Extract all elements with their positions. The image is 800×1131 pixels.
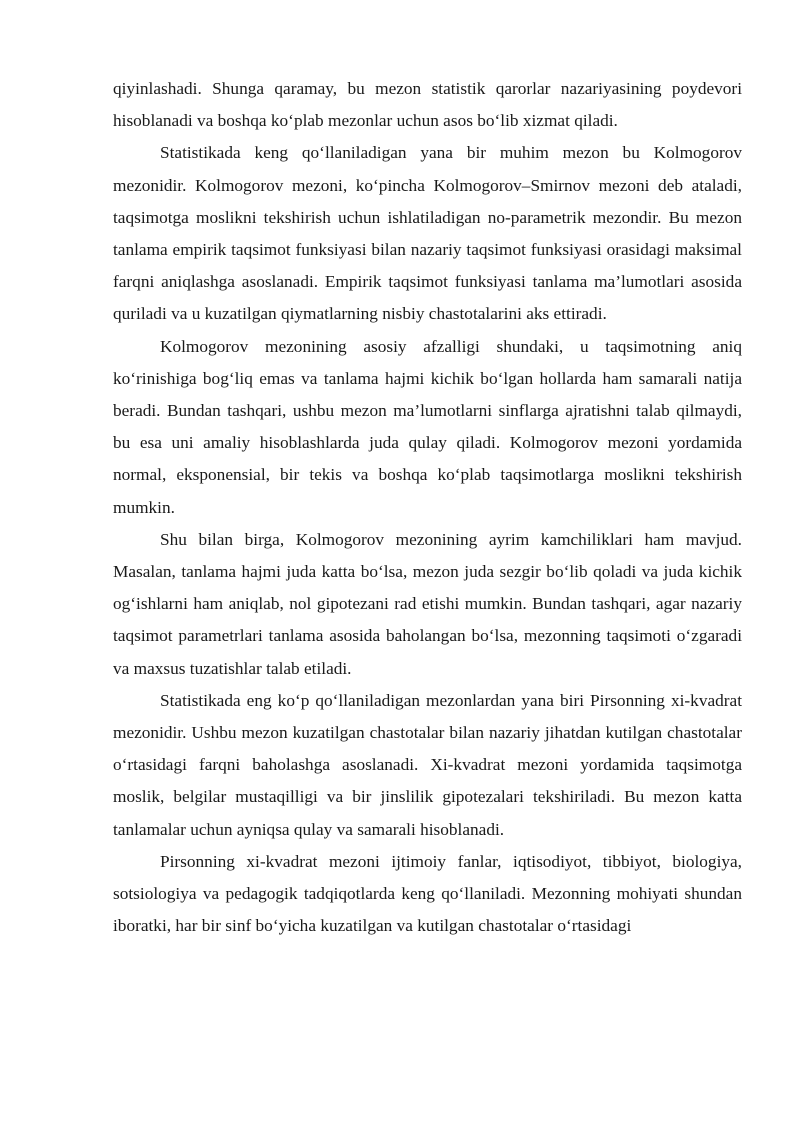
paragraph-kolmogorov-drawbacks: Shu bilan birga, Kolmogorov mezonining ayrim kamchiliklari ham mavjud. Masalan, tanlama hajmi juda katta bo‘lsa, mezon juda sezgir bo‘lib qoladi va juda kichik og‘ishlarni ham aniqlab, nol gipotezani rad etishi mumkin. Bundan tashqari, agar nazariy taqsimot parametrlari tanlama asosida baholangan bo‘lsa, mezonning taqsimoti o‘zgaradi va maxsus tuzatishlar talab etiladi.	[113, 529, 742, 678]
document-body	[113, 73, 742, 942]
paragraph-kolmogorov-advantages: Kolmogorov mezonining asosiy afzalligi shundaki, u taqsimotning aniq ko‘rinishiga bog‘liq emas va tanlama hajmi kichik bo‘lgan hollarda ham samarali natija beradi. Bundan tashqari, ushbu mezon ma’lumotlarni sinflarga ajratishni talab qilmaydi, bu esa uni amaliy hisoblashlarda juda qulay qiladi. Kolmogorov mezoni yordamida normal, eksponensial, bir tekis va boshqa ko‘plab taqsimotlarga moslikni tekshirish mumkin.	[113, 336, 742, 517]
paragraph-continuation: qiyinlashadi. Shunga qaramay, bu mezon statistik qarorlar nazariyasining poydevori hisoblanadi va boshqa ko‘plab mezonlar uchun asos bo‘lib xizmat qiladi.	[113, 79, 742, 131]
paragraph-pearson-applications: Pirsonning xi-kvadrat mezoni ijtimoiy fanlar, iqtisodiyot, tibbiyot, biologiya, sotsiologiya va pedagogik tadqiqotlarda keng qo‘llaniladi. Mezonning mohiyati shundan iboratki, har bir sinf bo‘yicha kuzatilgan va kutilgan chastotalar o‘rtasidagi	[113, 851, 742, 936]
paragraph-pearson-chi-square: Statistikada eng ko‘p qo‘llaniladigan mezonlardan yana biri Pirsonning xi-kvadrat mezonidir. Ushbu mezon kuzatilgan chastotalar bilan nazariy jihatdan kutilgan chastotalar o‘rtasidagi farqni baholashga asoslanadi. Xi-kvadrat mezoni yordamida taqsimotga moslik, belgilar mustaqilligi va bir jinslilik gipotezalari tekshiriladi. Bu mezon katta tanlamalar uchun ayniqsa qulay va samarali hisoblanadi.	[113, 690, 742, 839]
paragraph-kolmogorov-intro: Statistikada keng qo‘llaniladigan yana bir muhim mezon bu Kolmogorov mezonidir. Kolmogorov mezoni, ko‘pincha Kolmogorov–Smirnov mezoni deb ataladi, taqsimotga moslikni tekshirish uchun ishlatiladigan no-parametrik mezondir. Bu mezon tanlama empirik taqsimot funksiyasi bilan nazariy taqsimot funksiyasi orasidagi maksimal farqni aniqlashga asoslanadi. Empirik taqsimot funksiyasi tanlama ma’lumotlari asosida quriladi va u kuzatilgan qiymatlarning nisbiy chastotalarini aks ettiradi.	[113, 143, 742, 324]
